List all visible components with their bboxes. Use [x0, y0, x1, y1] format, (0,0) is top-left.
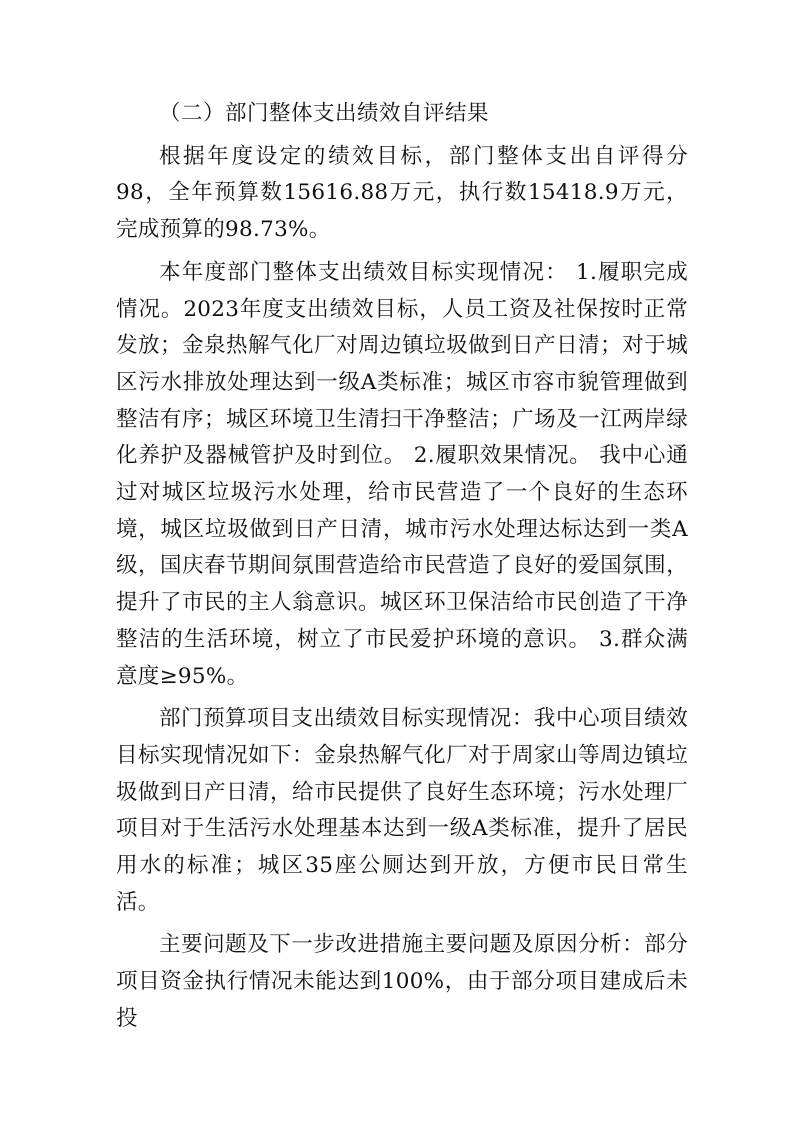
paragraph-overall-goals: 本年度部门整体支出绩效目标实现情况： 1.履职完成情况。2023年度支出绩效目标，人员工资及社保按时正常发放；金泉热解气化厂对周边镇垃圾做到日产日清；对于城区污水排放处理达到一级A类标准；城区市容市貌管理做到整洁有序；城区环境卫生清扫干净整洁；广场及一江两岸绿化养护及器械管护及时到位。 2.履职效果情况。 我中心通过对城区垃圾污水处理，给市民营造了一个良好的生态环境，城区垃圾做到日产日清，城市污水处理达标达到一类A级，国庆春节期间氛围营造给市民营造了良好的爱国氛围，提升了市民的主人翁意识。城区环卫保洁给市民创造了干净整洁的生活环境，树立了市民爱护环境的意识。 3.群众满意度≥95%。: [116, 259, 688, 689]
paragraph-problems: 主要问题及下一步改进措施主要问题及原因分析：部分项目资金执行情况未能达到100%，由于部分项目建成后未投: [116, 932, 688, 1031]
paragraph-project-goals: 部门预算项目支出绩效目标实现情况：我中心项目绩效目标实现情况如下：金泉热解气化厂对于周家山等周边镇垃圾做到日产日清，给市民提供了良好生态环境；污水处理厂项目对于生活污水处理基本达到一级A类标准，提升了居民用水的标准；城区35座公厕达到开放，方便市民日常生活。: [116, 706, 688, 915]
document-body: [116, 96, 688, 1044]
section-heading: （二）部门整体支出绩效自评结果: [159, 101, 490, 126]
paragraph-budget-summary: 根据年度设定的绩效目标，部门整体支出自评得分98，全年预算数15616.88万元，执行数15418.9万元，完成预算的98.73%。: [116, 143, 688, 243]
